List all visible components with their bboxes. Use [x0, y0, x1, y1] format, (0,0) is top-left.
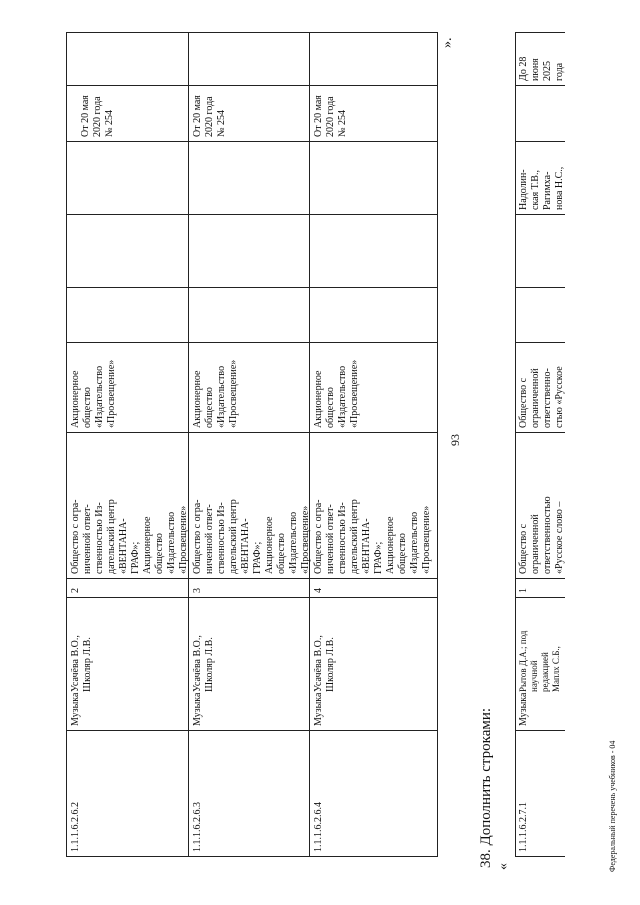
row-code: 1.1.1.6.2.6.3: [192, 802, 203, 852]
row-grade: 2: [70, 588, 81, 593]
column-separator: [515, 342, 565, 343]
column-separator: [66, 141, 438, 142]
closing-quote: ».: [440, 37, 455, 48]
row-subject: Музыка: [70, 692, 81, 726]
row-rights-holder: Акционерное общество «Издательство «Просвещение»: [70, 359, 117, 428]
row-authors: Усачёва В.О., Школяр Л.В.: [313, 635, 336, 692]
new-row-until: До 28 июня 2025 года: [518, 56, 565, 81]
row-order: От 20 мая 2020 года № 254: [313, 95, 348, 137]
row-rights-holder: Акционерное общество «Издательство «Просвещение»: [313, 359, 360, 428]
column-separator: [515, 730, 565, 731]
table-border-right: [437, 32, 438, 857]
column-separator: [66, 597, 438, 598]
new-table-border-top: [515, 32, 565, 33]
column-separator: [515, 597, 565, 598]
row-grade: 4: [313, 588, 324, 593]
table-border-top: [66, 32, 438, 33]
opening-quote: «: [496, 863, 511, 870]
column-separator: [66, 214, 438, 215]
column-separator: [66, 287, 438, 288]
row-separator: [309, 32, 310, 857]
new-row-editors: Надолин- ская Т.В., Рагимха- нова Н.С.,: [518, 166, 565, 210]
page-number: 93: [448, 434, 462, 446]
new-row-grade: 1: [518, 588, 529, 593]
column-separator: [66, 85, 438, 86]
new-table-border-bottom: [515, 856, 565, 857]
table-border-left: [66, 32, 67, 857]
row-grade: 3: [192, 588, 203, 593]
row-rights-holder: Акционерное общество «Издательство «Просвещение»: [192, 359, 239, 428]
new-row-code: 1.1.1.6.2.7.1: [518, 802, 529, 852]
new-row-rights-holder: Общество с ограниченной ответственно- стью «Русское: [518, 366, 565, 428]
table-border-bottom: [66, 856, 438, 857]
row-code: 1.1.1.6.2.6.2: [70, 802, 81, 852]
row-order: От 20 мая 2020 года № 254: [192, 95, 227, 137]
row-code: 1.1.1.6.2.6.4: [313, 802, 324, 852]
column-separator: [66, 730, 438, 731]
column-separator: [66, 578, 438, 579]
column-separator: [515, 141, 565, 142]
row-authors: Усачёва В.О., Школяр Л.В.: [70, 635, 93, 692]
column-separator: [515, 578, 565, 579]
row-publisher: Общество с огра- ниченной ответ- ственностью Из- дательский центр «ВЕНТАНА- ГРАФ»; Акционерное общество «Издательство «Просвещение»: [192, 499, 311, 574]
row-separator: [188, 32, 189, 857]
column-separator: [515, 214, 565, 215]
new-table-border-left: [515, 32, 516, 857]
row-order: От 20 мая 2020 года № 254: [80, 95, 115, 137]
new-row-subject: Музыка: [518, 692, 529, 726]
column-separator: [515, 287, 565, 288]
footer-note: Федеральный перечень учебников - 04: [608, 740, 617, 872]
new-row-publisher: Общество с ограниченной ответственностью «Русское слово –: [518, 496, 565, 574]
row-publisher: Общество с огра- ниченной ответ- ственностью Из- дательский центр «ВЕНТАНА- ГРАФ»; Акционерное общество «Издательство «Просвещение»: [70, 499, 189, 574]
new-row-authors: Рытов Д.А.; под научной редакцией Маплх С.Б.,: [518, 630, 561, 692]
row-authors: Усачёва В.О., Школяр Л.В.: [192, 635, 215, 692]
row-subject: Музыка: [313, 692, 324, 726]
row-subject: Музыка: [192, 692, 203, 726]
column-separator: [515, 432, 565, 433]
row-publisher: Общество с огра- ниченной ответ- ственностью Из- дательский центр «ВЕНТАНА- ГРАФ»; Акционерное общество «Издательство «Просвещение»: [313, 499, 432, 574]
column-separator: [66, 342, 438, 343]
section-heading: 38. Дополнить строками:: [478, 707, 494, 868]
column-separator: [515, 85, 565, 86]
column-separator: [66, 432, 438, 433]
